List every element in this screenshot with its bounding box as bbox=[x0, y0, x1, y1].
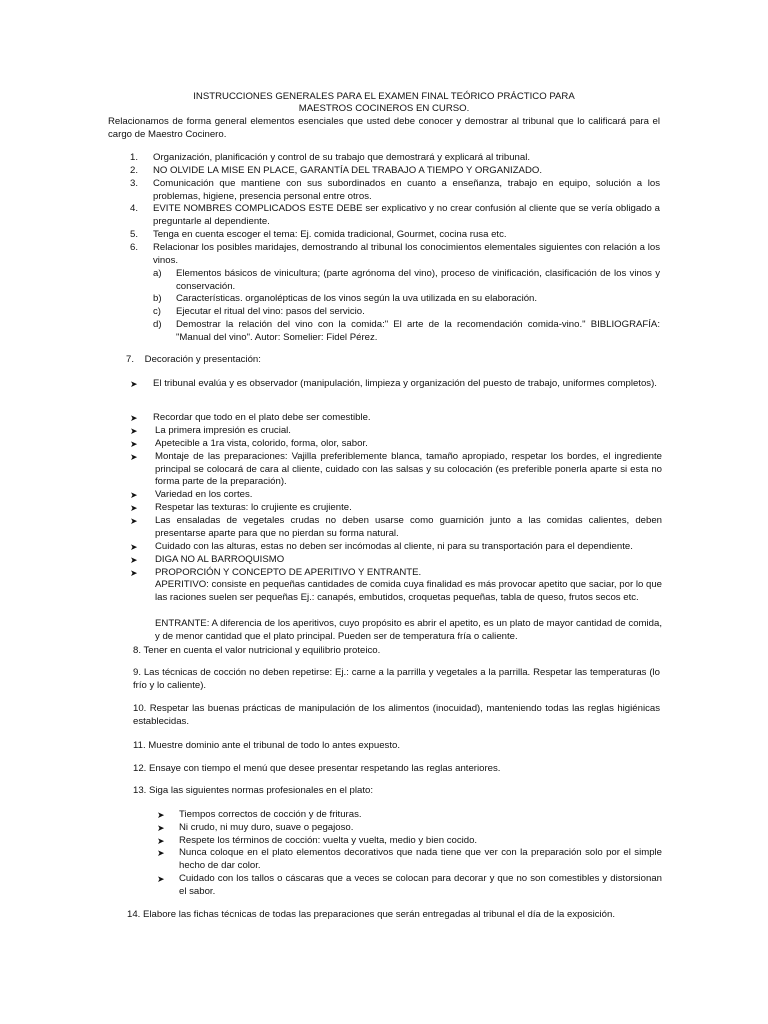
item-12: 12. Ensaye con tiempo el menú que desee presentar respetando las reglas anteriores. bbox=[133, 763, 501, 774]
arrow-bullet-icon: ➤ bbox=[157, 874, 165, 884]
item-13: 13. Siga las siguientes normas profesionales en el plato: bbox=[133, 785, 373, 796]
bullet-text-1: El tribunal evalúa y es observador (manipulación, limpieza y organización del puesto de trabajo, uniformes completos). bbox=[153, 378, 657, 389]
item-8: 8. Tener en cuenta el valor nutricional y equilibrio proteico. bbox=[133, 645, 381, 656]
item-text-5: Tenga en cuenta escoger el tema: Ej. comida tradicional, Gourmet, cocina rusa etc. bbox=[153, 229, 507, 240]
bullet-text-4: Apetecible a 1ra vista, colorido, forma, olor, sabor. bbox=[155, 438, 368, 449]
item-text-6: Relacionar los posibles maridajes, demostrando al tribunal los conocimientos elementales siguientes con relación a los vinos. bbox=[153, 242, 660, 266]
arrow-bullet-icon: ➤ bbox=[130, 426, 138, 436]
title-line-1: INSTRUCCIONES GENERALES PARA EL EXAMEN FINAL TEÓRICO PRÁCTICO PARA bbox=[193, 91, 575, 102]
item-text-1: Organización, planificación y control de su trabajo que demostrará y explicará al tribunal. bbox=[153, 152, 531, 163]
sub-item-text-b: Características. organolépticas de los vinos según la uva utilizada en su elaboración. bbox=[176, 293, 538, 304]
arrow-bullet-icon: ➤ bbox=[130, 503, 138, 513]
plate-bullet-3: Respete los términos de cocción: vuelta y vuelta, medio y bien cocido. bbox=[179, 835, 478, 846]
arrow-bullet-icon: ➤ bbox=[130, 379, 138, 389]
item-number-2: 2. bbox=[130, 165, 139, 176]
sub-item-text-a: Elementos básicos de vinicultura; (parte agrónoma del vino), proceso de vinificación, clasificación de los vinos y conservación. bbox=[176, 268, 660, 292]
sub-item-letter-d: d) bbox=[153, 319, 162, 330]
item-14: 14. Elabore las fichas técnicas de todas las preparaciones que serán entregadas al tribunal el día de la exposición. bbox=[127, 909, 615, 920]
arrow-bullet-icon: ➤ bbox=[130, 568, 138, 578]
item-11: 11. Muestre dominio ante el tribunal de todo lo antes expuesto. bbox=[133, 740, 401, 751]
item-text-2: NO OLVIDE LA MISE EN PLACE, GARANTÍA DEL TRABAJO A TIEMPO Y ORGANIZADO. bbox=[153, 165, 543, 176]
arrow-bullet-icon: ➤ bbox=[130, 413, 138, 423]
bullet-text-5: Montaje de las preparaciones: Vajilla preferiblemente blanca, tamaño apropiado, respetar los bordes, el ingrediente principal se colocará de cara al cliente, cuidado con las salsas y su colocación (es preferible ponerla aparte si esta no forma parte de la preparación). bbox=[155, 451, 662, 488]
item-7-heading: 7. Decoración y presentación: bbox=[126, 354, 261, 365]
bullet-text-7: Respetar las texturas: lo crujiente es crujiente. bbox=[155, 502, 352, 513]
intro-paragraph: Relacionamos de forma general elementos esenciales que usted debe conocer y demostrar al tribunal que lo calificará para el cargo de Maestro Cocinero. bbox=[108, 116, 660, 140]
arrow-bullet-icon: ➤ bbox=[157, 848, 165, 858]
arrow-bullet-icon: ➤ bbox=[157, 836, 165, 846]
bullet-text-11: PROPORCIÓN Y CONCEPTO DE APERITIVO Y ENTRANTE. bbox=[155, 567, 422, 578]
sub-item-text-c: Ejecutar el ritual del vino: pasos del servicio. bbox=[176, 306, 365, 317]
bullet-text-2: Recordar que todo en el plato debe ser comestible. bbox=[153, 412, 371, 423]
item-number-5: 5. bbox=[130, 229, 139, 240]
bullet-text-8: Las ensaladas de vegetales crudas no deben usarse como guarnición junto a las comidas calientes, deben presentarse aparte para que no pierdan su forma natural. bbox=[155, 515, 662, 539]
item-text-3: Comunicación que mantiene con sus subordinados en cuanto a enseñanza, trabajo en equipo, solución a los problemas, higiene, presencia personal entre otros. bbox=[153, 178, 660, 202]
bullet-text-10: DIGA NO AL BARROQUISMO bbox=[155, 554, 285, 565]
item-number-1: 1. bbox=[130, 152, 139, 163]
item-number-3: 3. bbox=[130, 178, 139, 189]
arrow-bullet-icon: ➤ bbox=[157, 810, 165, 820]
arrow-bullet-icon: ➤ bbox=[130, 555, 138, 565]
title-line-2: MAESTROS COCINEROS EN CURSO. bbox=[298, 103, 470, 114]
aperitivo-paragraph: APERITIVO: consiste en pequeñas cantidades de comida cuya finalidad es más provocar apetito que saciar, por lo que las raciones suelen ser pequeñas Ej.: canapés, embutidos, croquetas pequeñas, tabla de queso, frutos secos etc. bbox=[155, 579, 662, 603]
arrow-bullet-icon: ➤ bbox=[130, 542, 138, 552]
arrow-bullet-icon: ➤ bbox=[130, 439, 138, 449]
bullet-text-6: Variedad en los cortes. bbox=[155, 489, 253, 500]
bullet-text-9: Cuidado con las alturas, estas no deben ser incómodas al cliente, ni para su transportación para el dependiente. bbox=[155, 541, 633, 552]
sub-item-text-d: Demostrar la relación del vino con la comida:" El arte de la recomendación comida-vino." BIBLIOGRAFÍA: "Manual del vino". Autor: Somelier: Fidel Pérez. bbox=[176, 319, 660, 343]
arrow-bullet-icon: ➤ bbox=[130, 516, 138, 526]
item-number-4: 4. bbox=[130, 203, 139, 214]
plate-bullet-4: Nunca coloque en el plato elementos decorativos que nada tiene que ver con la preparación solo por el simple hecho de dar color. bbox=[179, 847, 662, 871]
plate-bullet-5: Cuidado con los tallos o cáscaras que a veces se colocan para decorar y que no son comestibles y distorsionan el sabor. bbox=[179, 873, 662, 897]
entrante-paragraph: ENTRANTE: A diferencia de los aperitivos, cuyo propósito es abrir el apetito, es un plato de mayor cantidad de comida, y de menor cantidad que el plato principal. Pueden ser de temperatura fría o caliente. bbox=[155, 618, 662, 642]
item-10: 10. Respetar las buenas prácticas de manipulación de los alimentos (inocuidad), manteniendo todas las reglas higiénicas establecidas. bbox=[133, 703, 660, 727]
item-number-6: 6. bbox=[130, 242, 139, 253]
arrow-bullet-icon: ➤ bbox=[130, 490, 138, 500]
plate-bullet-1: Tiempos correctos de cocción y de frituras. bbox=[179, 809, 362, 820]
item-text-4: EVITE NOMBRES COMPLICADOS ESTE DEBE ser explicativo y no crear confusión al cliente que se vería obligado a preguntarle al dependiente. bbox=[153, 203, 660, 227]
bullet-text-3: La primera impresión es crucial. bbox=[155, 425, 291, 436]
item-9: 9. Las técnicas de cocción no deben repetirse: Ej.: carne a la parrilla y vegetales a la parrilla. Respetar las temperaturas (lo frío y lo caliente). bbox=[133, 667, 660, 691]
sub-item-letter-c: c) bbox=[153, 306, 161, 317]
arrow-bullet-icon: ➤ bbox=[130, 452, 138, 462]
sub-item-letter-b: b) bbox=[153, 293, 162, 304]
arrow-bullet-icon: ➤ bbox=[157, 823, 165, 833]
plate-bullet-2: Ni crudo, ni muy duro, suave o pegajoso. bbox=[179, 822, 354, 833]
sub-item-letter-a: a) bbox=[153, 268, 162, 279]
